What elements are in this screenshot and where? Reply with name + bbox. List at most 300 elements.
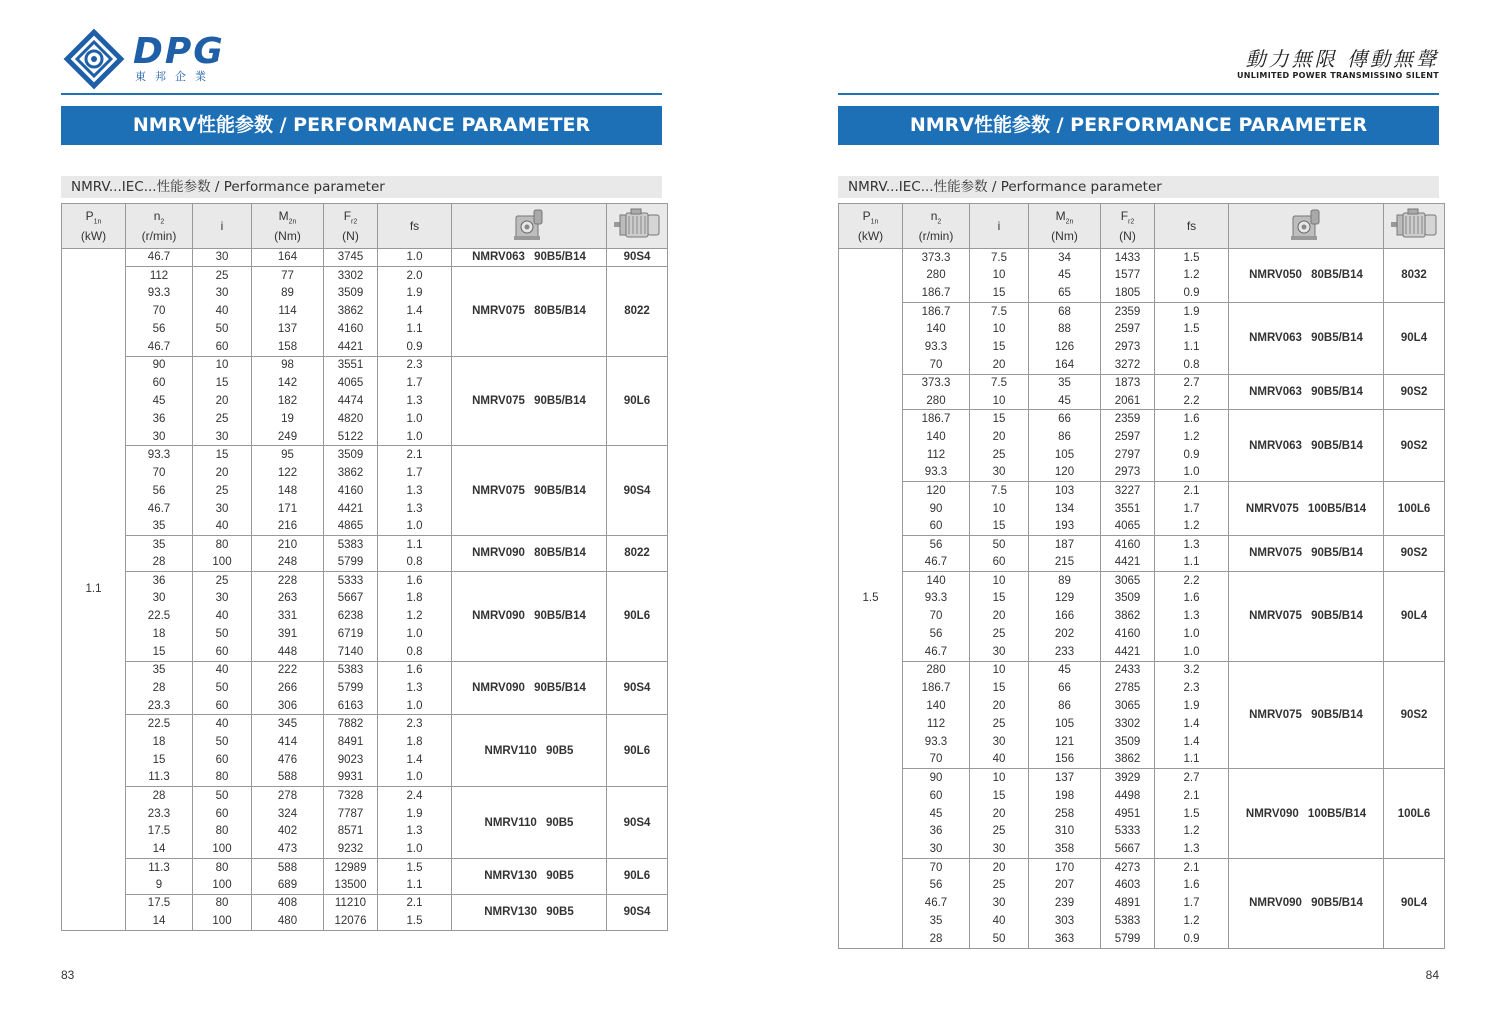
page-left	[61, 0, 662, 1025]
cell-fr2: 3272	[1101, 356, 1155, 374]
electric-motor-icon	[1390, 208, 1438, 245]
cell-model: NMRV075 90B5/B14	[1229, 571, 1384, 661]
cell-i: 80	[193, 769, 252, 787]
cell-fr2: 5667	[324, 589, 378, 607]
col-m2n-unit: (Nm)	[274, 229, 301, 244]
cell-i: 50	[970, 536, 1029, 554]
cell-m2n: 233	[1029, 643, 1101, 661]
cell-m2n: 68	[1029, 302, 1101, 320]
col-m2n-label: M	[1055, 208, 1066, 223]
cell-n2: 46.7	[903, 643, 970, 661]
cell-fs: 1.7	[378, 464, 452, 482]
cell-fr2: 3862	[1101, 751, 1155, 769]
cell-m2n: 122	[252, 464, 324, 482]
cell-model: NMRV050 80B5/B14	[1229, 249, 1384, 303]
cell-i: 80	[193, 823, 252, 841]
cell-i: 30	[193, 500, 252, 518]
cell-motor: 90S2	[1384, 536, 1445, 572]
cell-n2: 35	[903, 912, 970, 930]
performance-table	[61, 203, 668, 931]
cell-i: 7.5	[970, 482, 1029, 500]
page-banner: NMRV性能参数 / PERFORMANCE PARAMETER	[838, 106, 1439, 145]
cell-m2n: 239	[1029, 894, 1101, 912]
cell-fs: 1.6	[378, 661, 452, 679]
cell-m2n: 65	[1029, 284, 1101, 302]
table-row	[62, 715, 668, 733]
cell-n2: 30	[126, 428, 193, 446]
cell-fs: 0.8	[1155, 356, 1229, 374]
cell-m2n: 207	[1029, 876, 1101, 894]
cell-i: 10	[970, 500, 1029, 518]
cell-m2n: 142	[252, 374, 324, 392]
cell-fr2: 5122	[324, 428, 378, 446]
cell-m2n: 19	[252, 410, 324, 428]
cell-motor: 90L6	[607, 356, 668, 446]
cell-motor: 8022	[607, 536, 668, 572]
cell-m2n: 121	[1029, 733, 1101, 751]
cell-motor: 90S4	[607, 661, 668, 715]
cell-n2: 23.3	[126, 697, 193, 715]
cell-motor: 100L6	[1384, 769, 1445, 859]
cell-i: 10	[970, 266, 1029, 284]
cell-fr2: 4160	[1101, 625, 1155, 643]
cell-fr2: 3551	[1101, 500, 1155, 518]
cell-fs: 2.0	[378, 266, 452, 284]
cell-fr2: 3862	[1101, 607, 1155, 625]
cell-fr2: 3509	[324, 284, 378, 302]
cell-fr2: 2785	[1101, 679, 1155, 697]
cell-fr2: 1433	[1101, 249, 1155, 267]
cell-m2n: 170	[1029, 858, 1101, 876]
cell-n2: 46.7	[126, 249, 193, 267]
cell-fs: 1.7	[1155, 500, 1229, 518]
cell-fr2: 9023	[324, 751, 378, 769]
cell-n2: 56	[903, 876, 970, 894]
cell-i: 30	[970, 894, 1029, 912]
cell-fr2: 3302	[1101, 715, 1155, 733]
table-row	[839, 571, 1445, 589]
cell-i: 50	[193, 787, 252, 805]
cell-fs: 1.0	[378, 428, 452, 446]
cell-fs: 1.4	[378, 751, 452, 769]
cell-i: 15	[970, 589, 1029, 607]
table-row	[62, 536, 668, 554]
cell-i: 10	[970, 392, 1029, 410]
cell-fs: 1.1	[378, 536, 452, 554]
cell-n2: 140	[903, 697, 970, 715]
cell-fr2: 7787	[324, 805, 378, 823]
slogan	[1237, 48, 1439, 82]
cell-m2n: 193	[1029, 518, 1101, 536]
cell-fr2: 5383	[1101, 912, 1155, 930]
cell-fs: 0.8	[378, 643, 452, 661]
cell-i: 25	[970, 715, 1029, 733]
cell-fs: 1.2	[1155, 518, 1229, 536]
cell-i: 20	[193, 464, 252, 482]
cell-i: 40	[193, 302, 252, 320]
cell-fs: 3.2	[1155, 661, 1229, 679]
cell-fs: 1.5	[1155, 320, 1229, 338]
cell-m2n: 215	[1029, 553, 1101, 571]
cell-fs: 1.4	[378, 302, 452, 320]
col-fr2	[1101, 204, 1155, 249]
cell-i: 40	[193, 661, 252, 679]
page-right	[838, 0, 1439, 1025]
cell-fs: 1.1	[378, 320, 452, 338]
cell-fs: 2.3	[1155, 679, 1229, 697]
cell-i: 50	[193, 679, 252, 697]
cell-m2n: 77	[252, 266, 324, 284]
cell-fs: 1.4	[1155, 715, 1229, 733]
cell-n2: 28	[126, 787, 193, 805]
cell-n2: 46.7	[126, 500, 193, 518]
cell-m2n: 358	[1029, 840, 1101, 858]
cell-fr2: 3745	[324, 249, 378, 267]
logo-brand-cn: 東邦企業	[135, 70, 215, 83]
cell-fr2: 1577	[1101, 266, 1155, 284]
cell-fs: 1.1	[1155, 751, 1229, 769]
cell-m2n: 182	[252, 392, 324, 410]
cell-fs: 2.1	[378, 446, 452, 464]
cell-motor: 90S2	[1384, 661, 1445, 769]
cell-fs: 1.3	[378, 500, 452, 518]
col-m2n-label: M	[278, 208, 289, 223]
cell-fr2: 7882	[324, 715, 378, 733]
cell-fr2: 1805	[1101, 284, 1155, 302]
cell-fr2: 12989	[324, 858, 378, 876]
cell-n2: 30	[126, 589, 193, 607]
cell-n2: 46.7	[903, 894, 970, 912]
cell-n2: 56	[903, 536, 970, 554]
cell-fr2: 5667	[1101, 840, 1155, 858]
cell-motor: 8032	[1384, 249, 1445, 303]
cell-n2: 93.3	[126, 446, 193, 464]
cell-i: 100	[193, 876, 252, 894]
cell-model: NMRV075 90B5/B14	[1229, 661, 1384, 769]
cell-motor: 90L4	[1384, 302, 1445, 374]
cell-fs: 1.5	[1155, 249, 1229, 267]
cell-m2n: 98	[252, 356, 324, 374]
top-rule	[838, 93, 1439, 95]
cell-n2: 93.3	[903, 733, 970, 751]
cell-fs: 1.5	[378, 858, 452, 876]
cell-fs: 1.3	[378, 482, 452, 500]
cell-fr2: 4065	[1101, 518, 1155, 536]
cell-fs: 1.1	[1155, 338, 1229, 356]
logo-brand: DPG	[133, 31, 225, 72]
cell-fr2: 7328	[324, 787, 378, 805]
cell-fr2: 13500	[324, 876, 378, 894]
cell-n2: 46.7	[903, 553, 970, 571]
cell-m2n: 171	[252, 500, 324, 518]
cell-i: 10	[193, 356, 252, 374]
cell-i: 20	[970, 697, 1029, 715]
cell-i: 25	[970, 446, 1029, 464]
cell-i: 20	[970, 607, 1029, 625]
cell-m2n: 45	[1029, 266, 1101, 284]
cell-fs: 2.1	[1155, 787, 1229, 805]
cell-fs: 1.8	[378, 733, 452, 751]
cell-m2n: 303	[1029, 912, 1101, 930]
cell-i: 15	[193, 446, 252, 464]
col-fs-label: fs	[409, 219, 420, 233]
cell-n2: 60	[126, 374, 193, 392]
cell-m2n: 148	[252, 482, 324, 500]
cell-m2n: 35	[1029, 374, 1101, 392]
col-motor	[607, 204, 668, 249]
cell-fs: 2.3	[378, 356, 452, 374]
cell-m2n: 222	[252, 661, 324, 679]
cell-model: NMRV063 90B5/B14	[1229, 374, 1384, 410]
cell-fr2: 8491	[324, 733, 378, 751]
cell-fs: 2.1	[1155, 482, 1229, 500]
cell-fs: 1.5	[1155, 805, 1229, 823]
cell-m2n: 129	[1029, 589, 1101, 607]
cell-fs: 1.0	[378, 410, 452, 428]
cell-i: 10	[970, 769, 1029, 787]
logo	[61, 26, 251, 92]
cell-fr2: 4273	[1101, 858, 1155, 876]
cell-m2n: 331	[252, 607, 324, 625]
cell-n2: 140	[903, 571, 970, 589]
cell-fr2: 5383	[324, 661, 378, 679]
cell-m2n: 689	[252, 876, 324, 894]
cell-fr2: 2061	[1101, 392, 1155, 410]
cell-fr2: 3509	[324, 446, 378, 464]
cell-n2: 22.5	[126, 715, 193, 733]
cell-m2n: 249	[252, 428, 324, 446]
cell-motor: 90L6	[607, 715, 668, 787]
cell-m2n: 266	[252, 679, 324, 697]
cell-n2: 11.3	[126, 858, 193, 876]
cell-fr2: 2359	[1101, 302, 1155, 320]
cell-i: 50	[193, 733, 252, 751]
cell-fs: 2.3	[378, 715, 452, 733]
cell-i: 100	[193, 912, 252, 930]
cell-m2n: 216	[252, 518, 324, 536]
cell-fr2: 4951	[1101, 805, 1155, 823]
cell-m2n: 414	[252, 733, 324, 751]
cell-m2n: 480	[252, 912, 324, 930]
cell-m2n: 86	[1029, 697, 1101, 715]
cell-n2: 140	[903, 320, 970, 338]
col-n2	[903, 204, 970, 249]
cell-i: 60	[193, 338, 252, 356]
cell-fs: 1.9	[378, 284, 452, 302]
cell-n2: 56	[126, 482, 193, 500]
cell-i: 7.5	[970, 249, 1029, 267]
cell-model: NMRV063 90B5/B14	[1229, 410, 1384, 482]
cell-i: 15	[970, 787, 1029, 805]
cell-n2: 186.7	[903, 410, 970, 428]
cell-n2: 93.3	[903, 589, 970, 607]
cell-n2: 18	[126, 625, 193, 643]
cell-n2: 70	[903, 356, 970, 374]
cell-fr2: 4891	[1101, 894, 1155, 912]
cell-p1n: 1.1	[62, 249, 126, 931]
cell-fr2: 6238	[324, 607, 378, 625]
cell-n2: 90	[903, 500, 970, 518]
cell-fr2: 2973	[1101, 338, 1155, 356]
cell-n2: 93.3	[126, 284, 193, 302]
cell-motor: 90S4	[607, 249, 668, 267]
cell-i: 25	[193, 571, 252, 589]
col-fr2-subscript: r2	[351, 218, 358, 226]
cell-fr2: 11210	[324, 894, 378, 912]
cell-motor: 90L4	[1384, 571, 1445, 661]
table-row	[839, 302, 1445, 320]
cell-n2: 120	[903, 482, 970, 500]
cell-fs: 1.0	[1155, 464, 1229, 482]
cell-i: 50	[193, 320, 252, 338]
col-m2n	[252, 204, 324, 249]
col-p1n-label: P	[862, 208, 871, 223]
cell-i: 60	[193, 751, 252, 769]
cell-fs: 1.0	[378, 249, 452, 267]
cell-i: 40	[970, 912, 1029, 930]
cell-m2n: 45	[1029, 661, 1101, 679]
cell-fs: 1.0	[378, 697, 452, 715]
cell-i: 20	[970, 428, 1029, 446]
col-n2-subscript: 2	[160, 218, 165, 226]
cell-m2n: 588	[252, 769, 324, 787]
page-number: 84	[1425, 968, 1439, 982]
cell-fs: 1.0	[378, 518, 452, 536]
cell-i: 10	[970, 320, 1029, 338]
cell-fr2: 5799	[324, 679, 378, 697]
cell-i: 30	[970, 733, 1029, 751]
table-subtitle: NMRV...IEC...性能参数 / Performance parameter	[838, 176, 1439, 198]
cell-m2n: 324	[252, 805, 324, 823]
col-p1n	[62, 204, 126, 249]
col-motor	[1384, 204, 1445, 249]
col-m2n-unit: (Nm)	[1051, 229, 1078, 244]
col-i-label: i	[997, 219, 1001, 233]
cell-i: 30	[193, 428, 252, 446]
performance-table	[838, 203, 1445, 949]
cell-fs: 1.1	[1155, 553, 1229, 571]
cell-fr2: 2433	[1101, 661, 1155, 679]
cell-model: NMRV090 90B5/B14	[452, 571, 607, 661]
cell-fs: 1.2	[1155, 266, 1229, 284]
cell-n2: 36	[126, 410, 193, 428]
col-i-label: i	[220, 219, 224, 233]
cell-m2n: 156	[1029, 751, 1101, 769]
cell-m2n: 66	[1029, 679, 1101, 697]
cell-m2n: 103	[1029, 482, 1101, 500]
cell-n2: 36	[903, 823, 970, 841]
cell-fs: 2.1	[1155, 858, 1229, 876]
cell-model: NMRV075 90B5/B14	[452, 446, 607, 536]
cell-i: 15	[970, 338, 1029, 356]
cell-fs: 1.5	[378, 912, 452, 930]
cell-fs: 1.3	[378, 679, 452, 697]
table-row	[62, 571, 668, 589]
cell-fs: 1.7	[378, 374, 452, 392]
col-fr2-unit: (N)	[342, 229, 359, 244]
cell-m2n: 158	[252, 338, 324, 356]
cell-m2n: 166	[1029, 607, 1101, 625]
cell-fr2: 4421	[324, 338, 378, 356]
cell-m2n: 66	[1029, 410, 1101, 428]
col-i	[193, 204, 252, 249]
cell-model: NMRV063 90B5/B14	[452, 249, 607, 267]
table-row	[62, 787, 668, 805]
cell-fr2: 4474	[324, 392, 378, 410]
cell-m2n: 105	[1029, 715, 1101, 733]
cell-n2: 17.5	[126, 823, 193, 841]
table-row	[839, 858, 1445, 876]
cell-fr2: 2597	[1101, 428, 1155, 446]
col-m2n-subscript: 2n	[288, 218, 297, 226]
cell-fs: 1.0	[378, 769, 452, 787]
cell-n2: 18	[126, 733, 193, 751]
cell-i: 40	[193, 715, 252, 733]
cell-fs: 1.6	[1155, 589, 1229, 607]
cell-m2n: 363	[1029, 930, 1101, 948]
slogan-cn: 動力無限 傳動無聲	[1245, 47, 1439, 71]
cell-fr2: 5799	[1101, 930, 1155, 948]
cell-i: 20	[970, 805, 1029, 823]
col-p1n	[839, 204, 903, 249]
cell-fs: 1.3	[1155, 607, 1229, 625]
cell-m2n: 105	[1029, 446, 1101, 464]
cell-n2: 140	[903, 428, 970, 446]
col-m2n	[1029, 204, 1101, 249]
cell-m2n: 88	[1029, 320, 1101, 338]
cell-i: 30	[970, 643, 1029, 661]
col-fr2-label: F	[1120, 208, 1129, 223]
cell-i: 15	[970, 679, 1029, 697]
table-row	[62, 661, 668, 679]
cell-m2n: 45	[1029, 392, 1101, 410]
cell-model: NMRV075 100B5/B14	[1229, 482, 1384, 536]
cell-fs: 0.9	[1155, 930, 1229, 948]
cell-fr2: 4865	[324, 518, 378, 536]
cell-fr2: 3862	[324, 302, 378, 320]
cell-n2: 93.3	[903, 338, 970, 356]
cell-fs: 2.2	[1155, 571, 1229, 589]
cell-n2: 60	[903, 787, 970, 805]
cell-m2n: 263	[252, 589, 324, 607]
cell-i: 20	[970, 858, 1029, 876]
cell-i: 15	[970, 284, 1029, 302]
cell-i: 25	[193, 482, 252, 500]
cell-model: NMRV075 90B5/B14	[1229, 536, 1384, 572]
cell-i: 30	[970, 840, 1029, 858]
cell-fr2: 4421	[1101, 553, 1155, 571]
cell-fs: 1.3	[1155, 840, 1229, 858]
cell-m2n: 114	[252, 302, 324, 320]
cell-fr2: 5333	[324, 571, 378, 589]
cell-m2n: 198	[1029, 787, 1101, 805]
cell-motor: 90L6	[607, 858, 668, 894]
cell-fs: 1.9	[1155, 697, 1229, 715]
cell-motor: 90S2	[1384, 374, 1445, 410]
cell-motor: 90S4	[607, 787, 668, 859]
cell-motor: 100L6	[1384, 482, 1445, 536]
cell-n2: 70	[903, 858, 970, 876]
col-p1n-subscript: 1n	[870, 218, 879, 226]
cell-fs: 0.8	[378, 553, 452, 571]
cell-m2n: 391	[252, 625, 324, 643]
cell-i: 100	[193, 553, 252, 571]
table-row	[839, 249, 1445, 267]
cell-m2n: 310	[1029, 823, 1101, 841]
cell-i: 60	[193, 643, 252, 661]
cell-model: NMRV075 90B5/B14	[452, 356, 607, 446]
cell-m2n: 86	[1029, 428, 1101, 446]
